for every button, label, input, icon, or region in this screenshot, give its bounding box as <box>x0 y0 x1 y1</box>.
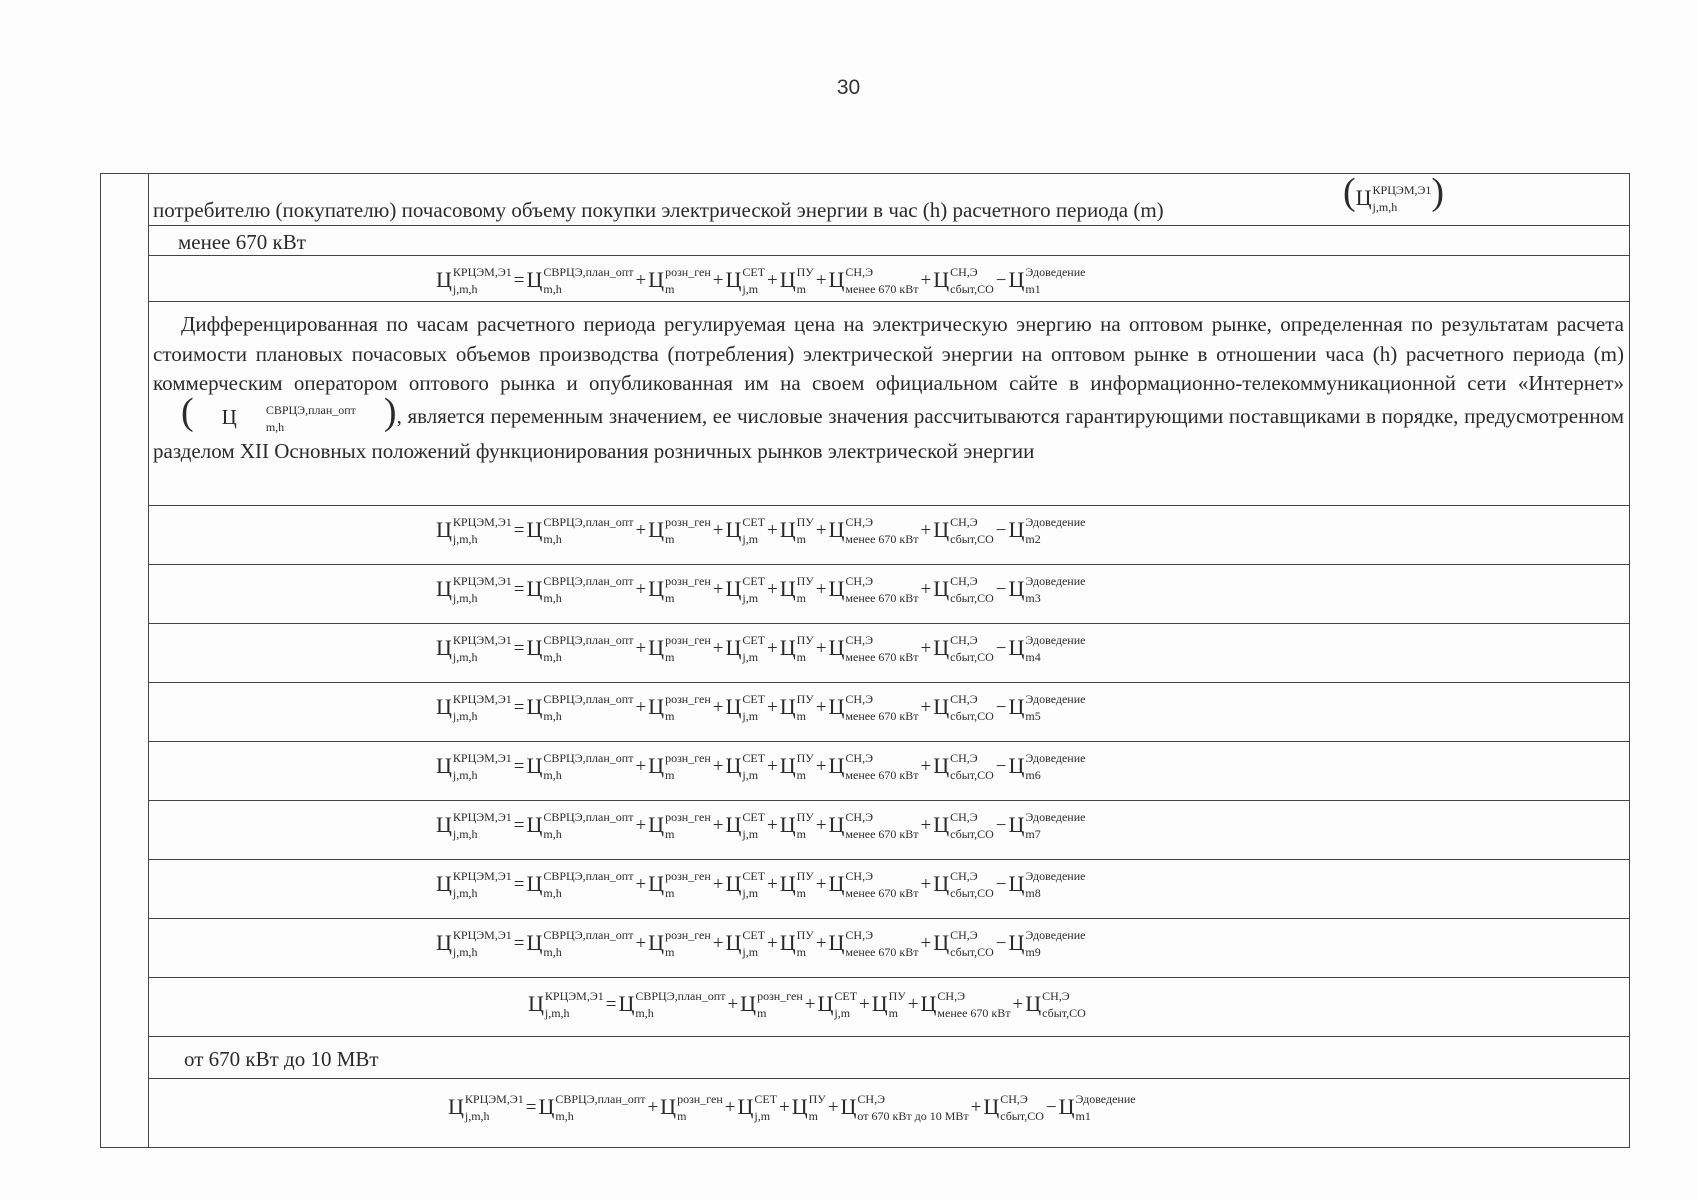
table-row-formula <box>148 860 1630 919</box>
formula-term: Ц розн_ген m <box>648 751 711 782</box>
formula-term: Ц СН,Э менее 670 кВт <box>920 989 1011 1020</box>
formula-term: Ц розн_ген m <box>648 928 711 959</box>
formula-term: Ц СН,Э сбыт,СО <box>933 265 994 296</box>
formula-term: Ц СН,Э сбыт,СО <box>933 692 994 723</box>
table-row-formula <box>148 506 1630 565</box>
formula-term: Ц Эдоведение m1 <box>1058 1092 1136 1123</box>
formula-term: Ц ПУ m <box>779 633 814 664</box>
formula-term: Ц СВРЦЭ,план_опт m,h <box>538 1092 646 1123</box>
formula: Ц КРЦЭМ,Э1 j,m,h = Ц СВРЦЭ,план_опт m,h + Ц розн_ген m + Ц СЕТ j,m + Ц ПУ m + Ц СН,Э менее 670 кВт + Ц СН,Э сбыт,СО − Ц Эдоведение m2 <box>436 515 1086 546</box>
formula-term: Ц Эдоведение m3 <box>1008 574 1086 605</box>
formula-lhs: Ц КРЦЭМ,Э1 j,m,h <box>448 1092 524 1123</box>
formula-term: Ц СВРЦЭ,план_опт m,h <box>526 574 634 605</box>
formula-term: Ц Эдоведение m6 <box>1008 751 1086 782</box>
formula-term: Ц розн_ген m <box>648 574 711 605</box>
formula-lhs: Ц КРЦЭМ,Э1 j,m,h <box>436 692 512 723</box>
formula-term: Ц СЕТ j,m <box>725 574 766 605</box>
formula-term: Ц СВРЦЭ,план_опт m,h <box>526 928 634 959</box>
formula-term: Ц СН,Э менее 670 кВт <box>828 869 919 900</box>
formula-term: Ц ПУ m <box>779 928 814 959</box>
formula-670-10: Ц КРЦЭМ,Э1 j,m,h = Ц СВРЦЭ,план_опт m,h + Ц розн_ген m + Ц СЕТ j,m + Ц ПУ m + Ц СН,Э от 670 кВт до 10 МВт + Ц СН,Э сбыт,СО − Ц Эдоведение m1 <box>448 1092 1136 1123</box>
formula-term: Ц СН,Э менее 670 кВт <box>828 928 919 959</box>
formula-term: Ц СН,Э от 670 кВт до 10 МВт <box>840 1092 969 1123</box>
formula: Ц КРЦЭМ,Э1 j,m,h = Ц СВРЦЭ,план_опт m,h + Ц розн_ген m + Ц СЕТ j,m + Ц ПУ m + Ц СН,Э менее 670 кВт + Ц СН,Э сбыт,СО − Ц Эдоведение m8 <box>436 869 1086 900</box>
formula-term: Ц СН,Э менее 670 кВт <box>828 633 919 664</box>
formula-term: Ц розн_ген m <box>740 989 803 1020</box>
table-row-label-less-670 <box>148 226 1630 256</box>
formula: Ц КРЦЭМ,Э1 j,m,h = Ц СВРЦЭ,план_опт m,h + Ц розн_ген m + Ц СЕТ j,m + Ц ПУ m + Ц СН,Э менее 670 кВт + Ц СН,Э сбыт,СО − Ц Эдоведение m4 <box>436 633 1086 664</box>
table-row-formula <box>148 919 1630 978</box>
page-number: 30 <box>836 76 861 99</box>
formula-term: Ц СЕТ j,m <box>725 751 766 782</box>
formula-term: Ц СЕТ j,m <box>725 928 766 959</box>
formula-term: Ц СН,Э менее 670 кВт <box>828 810 919 841</box>
formula-term: Ц розн_ген m <box>648 692 711 723</box>
formula-term: Ц ПУ m <box>779 869 814 900</box>
formula-lhs: Ц КРЦЭМ,Э1 j,m,h <box>528 989 604 1020</box>
paragraph-text: Дифференцированная по часам расчетного периода регулируемая цена на электрическую энергию на оптовом рынке, определенная по результатам расчета стоимости плановых почасовых объемов производства (потребления) электрической энергии на оптовом рынке в отношении часа (h) расчетного периода (m) коммерческим оператором оптового рынка и опубликованная им на своем официальном сайте в информационно-телекоммуникационной сети «Интернет» ( Ц СВРЦЭ,план_опт m,h ) , является переменным значением, ее числовые значения рассчитываются гарантирующими поставщиками в порядке, предусмотренном разделом XII Основных положений функционирования розничных рынков электрической энергии <box>153 312 1624 463</box>
formula-term: Ц СН,Э менее 670 кВт <box>828 574 919 605</box>
formula-term: Ц СЕТ j,m <box>725 265 766 296</box>
formula-term: Ц ПУ m <box>779 692 814 723</box>
formula-term: Ц СН,Э сбыт,СО <box>933 928 994 959</box>
formula-lhs: Ц КРЦЭМ,Э1 j,m,h <box>436 574 512 605</box>
formula-term: Ц Эдоведение m1 <box>1008 265 1086 296</box>
intro-symbol: ( Ц КРЦЭМ,Э1 j,m,h ) <box>1343 171 1445 214</box>
formula-term: Ц ПУ m <box>779 810 814 841</box>
formula-term: Ц ПУ m <box>779 515 814 546</box>
formula-term: Ц Эдоведение m9 <box>1008 928 1086 959</box>
formula-term: Ц СЕТ j,m <box>737 1092 778 1123</box>
formula-term: Ц СН,Э сбыт,СО <box>933 574 994 605</box>
formula-lhs: Ц КРЦЭМ,Э1 j,m,h <box>436 515 512 546</box>
formula-term: Ц розн_ген m <box>660 1092 723 1123</box>
formula-term: Ц СВРЦЭ,план_опт m,h <box>526 515 634 546</box>
formula-term: Ц СВРЦЭ,план_опт m,h <box>526 265 634 296</box>
formula-term: Ц СН,Э менее 670 кВт <box>828 265 919 296</box>
section-label: менее 670 кВт <box>178 230 306 254</box>
table-row-paragraph <box>148 302 1630 506</box>
formula-term: Ц ПУ m <box>871 989 906 1020</box>
table-row-formula <box>148 801 1630 860</box>
table-row-label-670-10 <box>148 1037 1630 1079</box>
formula-term: Ц Эдоведение m2 <box>1008 515 1086 546</box>
formula-term: Ц СН,Э менее 670 кВт <box>828 692 919 723</box>
formula-term: Ц ПУ m <box>791 1092 826 1123</box>
formula: Ц КРЦЭМ,Э1 j,m,h = Ц СВРЦЭ,план_опт m,h + Ц розн_ген m + Ц СЕТ j,m + Ц ПУ m + Ц СН,Э менее 670 кВт + Ц СН,Э сбыт,СО − Ц Эдоведение m1 <box>436 265 1086 296</box>
formula-term: Ц СН,Э сбыт,СО <box>933 869 994 900</box>
formula-lhs: Ц КРЦЭМ,Э1 j,m,h <box>436 810 512 841</box>
formula-term: Ц СВРЦЭ,план_опт m,h <box>526 810 634 841</box>
formula-term: Ц СЕТ j,m <box>725 869 766 900</box>
table-row-formula <box>148 624 1630 683</box>
table-row-formula-no-edu <box>148 978 1630 1037</box>
formula: Ц КРЦЭМ,Э1 j,m,h = Ц СВРЦЭ,план_опт m,h + Ц розн_ген m + Ц СЕТ j,m + Ц ПУ m + Ц СН,Э менее 670 кВт + Ц СН,Э сбыт,СО − Ц Эдоведение m9 <box>436 928 1086 959</box>
table-row-formula <box>148 683 1630 742</box>
formula-term: Ц розн_ген m <box>648 633 711 664</box>
formula-term: Ц Эдоведение m5 <box>1008 692 1086 723</box>
formula-term: Ц розн_ген m <box>648 515 711 546</box>
formula-term: Ц ПУ m <box>779 574 814 605</box>
formula-term: Ц СВРЦЭ,план_опт m,h <box>526 869 634 900</box>
section-label: от 670 кВт до 10 МВт <box>184 1047 379 1071</box>
formula: Ц КРЦЭМ,Э1 j,m,h = Ц СВРЦЭ,план_опт m,h + Ц розн_ген m + Ц СЕТ j,m + Ц ПУ m + Ц СН,Э менее 670 кВт + Ц СН,Э сбыт,СО − Ц Эдоведение m6 <box>436 751 1086 782</box>
formula-term: Ц СВРЦЭ,план_опт m,h <box>526 751 634 782</box>
formula-term: Ц СН,Э сбыт,СО <box>1025 989 1086 1020</box>
tariff-table <box>100 173 1630 1148</box>
formula-lhs: Ц КРЦЭМ,Э1 j,m,h <box>436 928 512 959</box>
formula-lhs: Ц КРЦЭМ,Э1 j,m,h <box>436 751 512 782</box>
formula-lhs: Ц КРЦЭМ,Э1 j,m,h <box>436 633 512 664</box>
formula-term: Ц СВРЦЭ,план_опт m,h <box>618 989 726 1020</box>
formula-term: Ц СВРЦЭ,план_опт m,h <box>526 633 634 664</box>
formula-term: Ц СН,Э сбыт,СО <box>933 751 994 782</box>
formula-term: Ц ПУ m <box>779 265 814 296</box>
table-row-formula <box>148 256 1630 302</box>
formula: Ц КРЦЭМ,Э1 j,m,h = Ц СВРЦЭ,план_опт m,h + Ц розн_ген m + Ц СЕТ j,m + Ц ПУ m + Ц СН,Э менее 670 кВт + Ц СН,Э сбыт,СО − Ц Эдоведение m5 <box>436 692 1086 723</box>
formula-no-edu: Ц КРЦЭМ,Э1 j,m,h = Ц СВРЦЭ,план_опт m,h + Ц розн_ген m + Ц СЕТ j,m + Ц ПУ m + Ц СН,Э менее 670 кВт + Ц СН,Э сбыт,СО <box>528 989 1086 1020</box>
formula-term: Ц ПУ m <box>779 751 814 782</box>
formula-term: Ц СЕТ j,m <box>725 810 766 841</box>
table-row-formula <box>148 742 1630 801</box>
formula-term: Ц Эдоведение m8 <box>1008 869 1086 900</box>
formula-term: Ц СЕТ j,m <box>817 989 858 1020</box>
formula-term: Ц СЕТ j,m <box>725 633 766 664</box>
formula-term: Ц Эдоведение m4 <box>1008 633 1086 664</box>
formula-term: Ц СЕТ j,m <box>725 692 766 723</box>
formula-lhs: Ц КРЦЭМ,Э1 j,m,h <box>436 265 512 296</box>
intro-text: потребителю (покупателю) почасовому объему покупки электрической энергии в час (h) расчетного периода (m) <box>153 198 1164 222</box>
formula-term: Ц СН,Э менее 670 кВт <box>828 751 919 782</box>
formula-term: Ц СВРЦЭ,план_опт m,h <box>526 692 634 723</box>
formula-lhs: Ц КРЦЭМ,Э1 j,m,h <box>436 869 512 900</box>
table-row-formula <box>148 565 1630 624</box>
table-row-intro <box>148 173 1630 226</box>
table-row-formula-670-10 <box>148 1079 1630 1148</box>
paragraph-symbol: ( Ц СВРЦЭ,план_опт m,h ) <box>181 390 397 434</box>
formula-term: Ц розн_ген m <box>648 869 711 900</box>
formula-term: Ц СН,Э сбыт,СО <box>983 1092 1044 1123</box>
formula-term: Ц Эдоведение m7 <box>1008 810 1086 841</box>
formula-term: Ц СН,Э сбыт,СО <box>933 515 994 546</box>
formula: Ц КРЦЭМ,Э1 j,m,h = Ц СВРЦЭ,план_опт m,h + Ц розн_ген m + Ц СЕТ j,m + Ц ПУ m + Ц СН,Э менее 670 кВт + Ц СН,Э сбыт,СО − Ц Эдоведение m3 <box>436 574 1086 605</box>
formula-term: Ц СН,Э менее 670 кВт <box>828 515 919 546</box>
formula-term: Ц розн_ген m <box>648 810 711 841</box>
formula-term: Ц СН,Э сбыт,СО <box>933 810 994 841</box>
formula-term: Ц СН,Э сбыт,СО <box>933 633 994 664</box>
formula-term: Ц СЕТ j,m <box>725 515 766 546</box>
formula: Ц КРЦЭМ,Э1 j,m,h = Ц СВРЦЭ,план_опт m,h + Ц розн_ген m + Ц СЕТ j,m + Ц ПУ m + Ц СН,Э менее 670 кВт + Ц СН,Э сбыт,СО − Ц Эдоведение m7 <box>436 810 1086 841</box>
formula-term: Ц розн_ген m <box>648 265 711 296</box>
